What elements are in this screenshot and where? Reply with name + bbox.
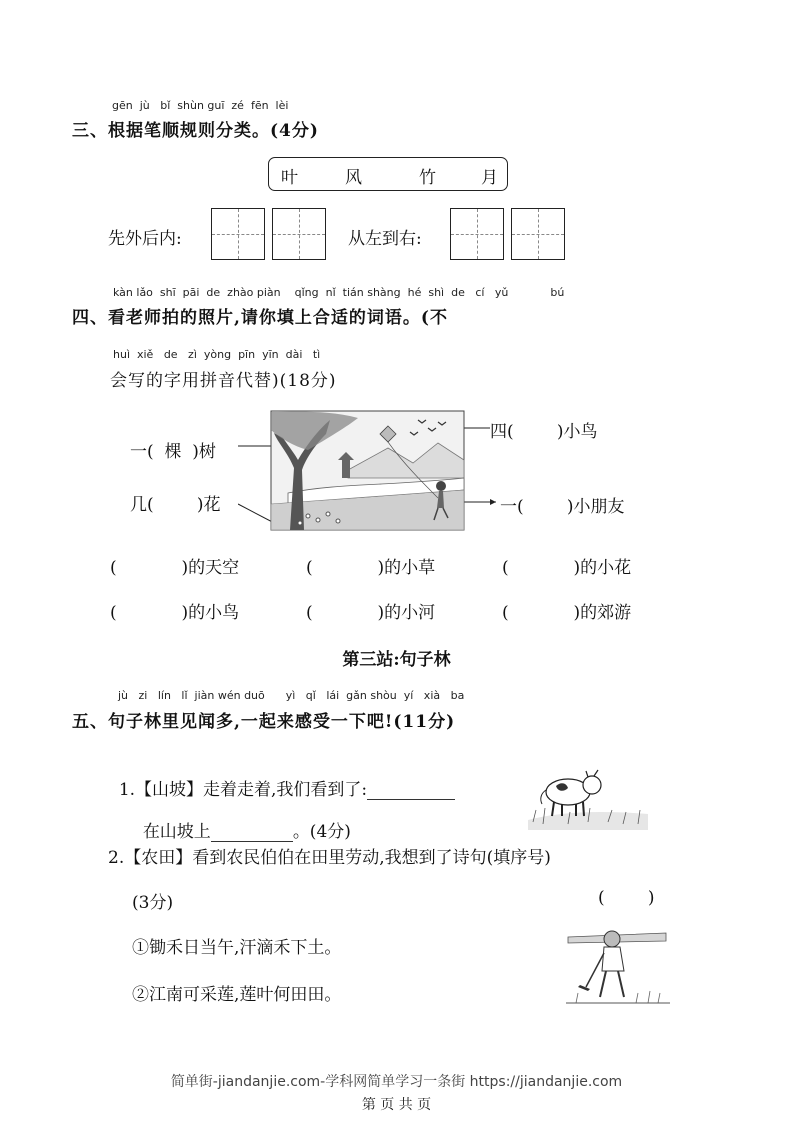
blank-flower[interactable]: ( )的小花 <box>502 558 632 578</box>
writing-box-2[interactable] <box>272 208 326 260</box>
option-2: ②江南可采莲,莲叶何田田。 <box>132 985 342 1005</box>
footer-website: 简单街-jiandanjie.com-学科网简单学习一条街 https://jiandanjie.com <box>170 1074 623 1090</box>
spring-scene-illustration <box>238 408 500 536</box>
label-kid: 一( )小朋友 <box>500 497 625 517</box>
s4-title-1: 四、看老师拍的照片,请你填上合适的词语。(不 <box>72 308 448 328</box>
label-tree: 一( 棵 )树 <box>130 442 216 462</box>
label-left-right: 从左到右: <box>348 229 422 249</box>
q1-blank-1[interactable] <box>367 781 455 800</box>
q1-line1 <box>108 755 455 800</box>
q2-answer-paren[interactable]: ( ) <box>598 888 655 908</box>
s4-title-2: 会写的字用拼音代替)(18分) <box>110 371 337 391</box>
writing-box-4[interactable] <box>511 208 565 260</box>
q2-line1: 2.【农田】看到农民伯伯在田里劳动,我想到了诗句(填序号) <box>108 848 551 868</box>
label-flower: 几( )花 <box>130 495 221 515</box>
blank-grass[interactable]: ( )的小草 <box>306 558 436 578</box>
q1-text-2b: 。(4分) <box>292 822 351 842</box>
station-title: 第三站:句子林 <box>342 650 451 670</box>
option-1: ①锄禾日当午,汗滴禾下土。 <box>132 938 342 958</box>
s5-title: 五、句子林里见闻多,一起来感受一下吧!(11分) <box>72 712 456 732</box>
label-outside-in: 先外后内: <box>108 229 182 249</box>
s5-pinyin: jù zi lín lǐ jiàn wén duō yì qǐ lái gǎn shòu yí xià ba <box>118 689 465 702</box>
footer-page-number: 第 页 共 页 <box>361 1097 432 1113</box>
char-feng: 风 <box>345 168 362 188</box>
writing-box-1[interactable] <box>211 208 265 260</box>
char-frame <box>268 157 508 191</box>
blank-bird[interactable]: ( )的小鸟 <box>110 603 240 623</box>
s4-pinyin-2: huì xiě de zì yòng pīn yīn dài tì <box>113 348 321 361</box>
q1-line2 <box>132 797 351 842</box>
farmer-hoeing-illustration <box>566 927 670 1005</box>
char-ye: 叶 <box>281 168 298 188</box>
blank-sky[interactable]: ( )的天空 <box>110 558 240 578</box>
q2-score: (3分) <box>132 893 174 913</box>
label-bird: 四( )小鸟 <box>490 422 598 442</box>
q1-text-2a: 在山坡上 <box>142 822 211 842</box>
blank-outing[interactable]: ( )的郊游 <box>502 603 632 623</box>
blank-river[interactable]: ( )的小河 <box>306 603 436 623</box>
s3-title: 三、根据笔顺规则分类。(4分) <box>72 121 319 141</box>
char-yue: 月 <box>481 168 498 188</box>
char-zhu: 竹 <box>419 168 436 188</box>
q1-text: 1.【山坡】走着走着,我们看到了: <box>118 780 368 800</box>
q1-blank-2[interactable] <box>211 823 293 842</box>
writing-box-3[interactable] <box>450 208 504 260</box>
s3-pinyin: gēn jù bǐ shùn guī zé fēn lèi <box>112 99 289 112</box>
cow-on-hill-illustration <box>528 750 648 830</box>
s4-pinyin-1: kàn lǎo shī pāi de zhào piàn qǐng nǐ tián shàng hé shì de cí yǔ bú <box>113 286 565 299</box>
